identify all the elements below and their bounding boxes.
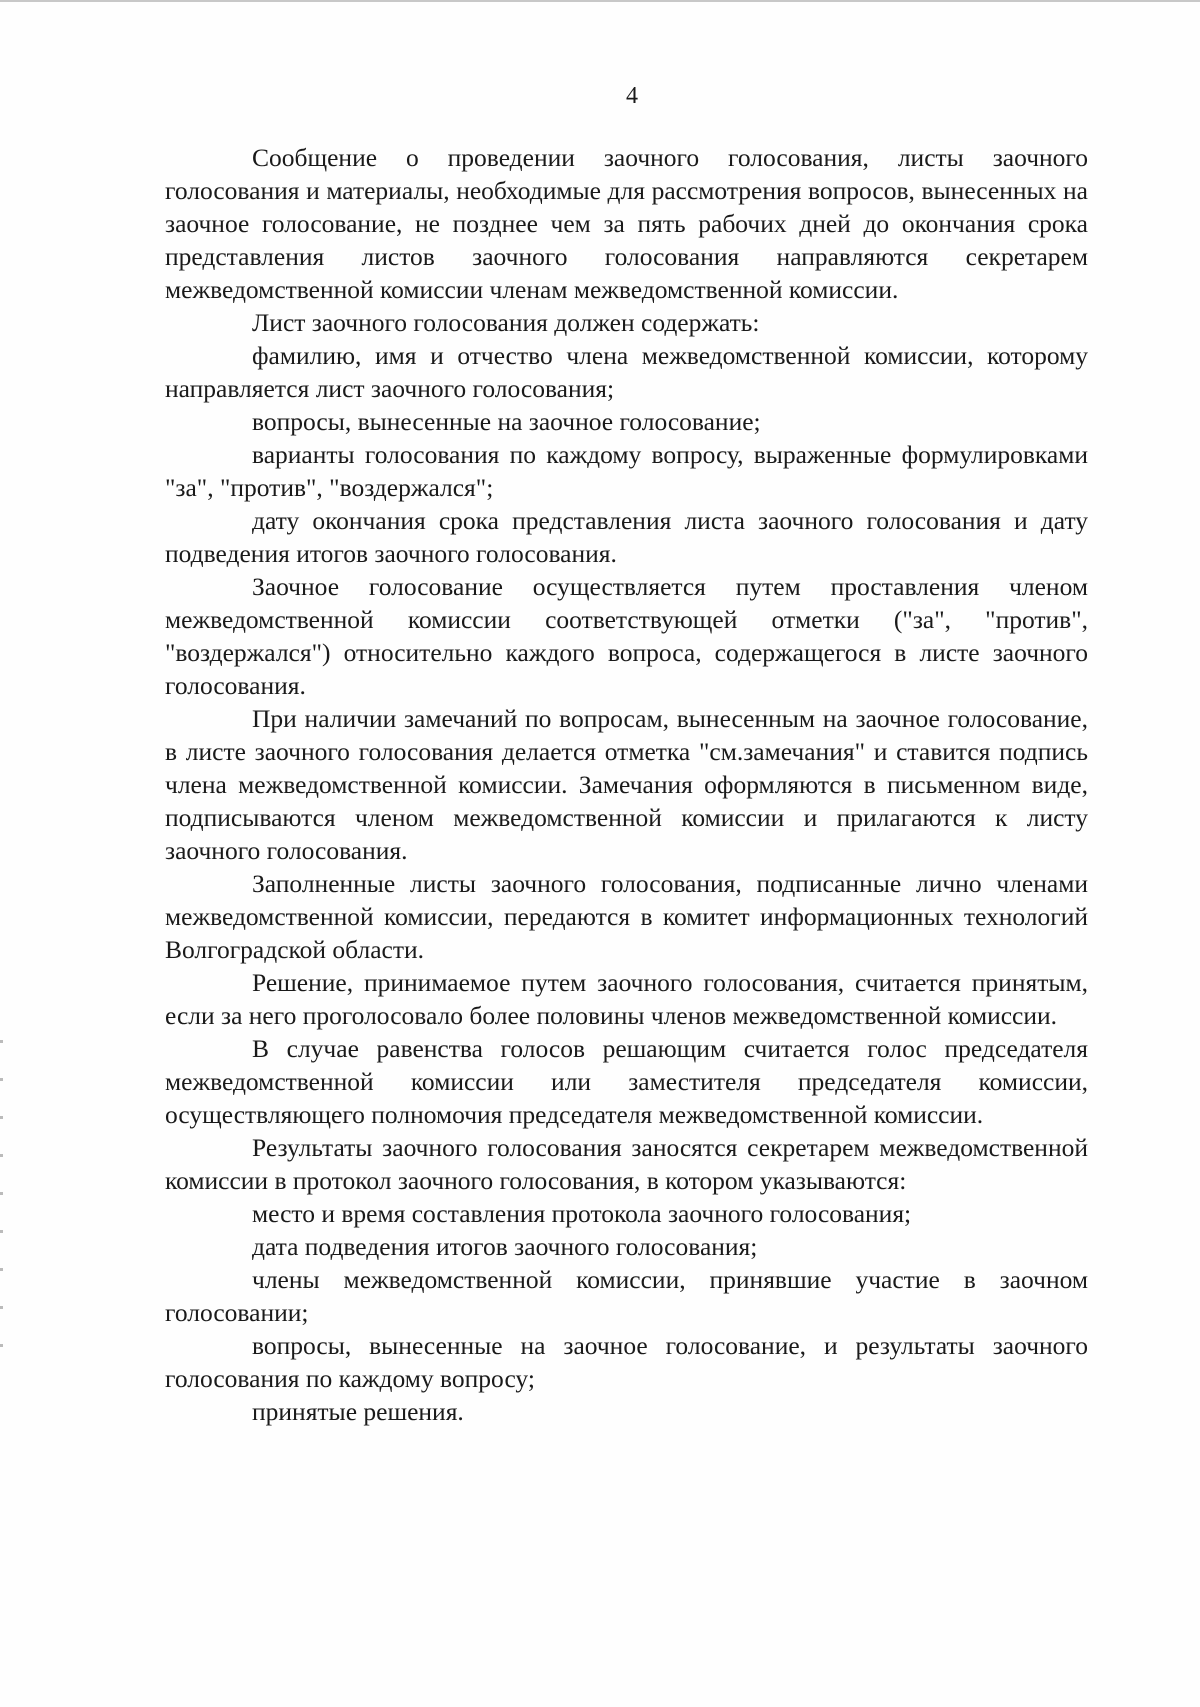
- paragraph-submission: Заполненные листы заочного голосования, подписанные лично членами межведомственной комиссии, передаются в комитет информационных технологий Волгоградской области.: [165, 869, 1088, 964]
- paragraph-decision: Решение, принимаемое путем заочного голосования, считается принятым, если за него проголосовало более половины членов межведомственной комиссии.: [165, 968, 1088, 1030]
- paragraph-ballot-contents: Лист заочного голосования должен содержать:: [252, 308, 760, 337]
- page-number: 4: [626, 83, 638, 109]
- paragraph-notice: Сообщение о проведении заочного голосования, листы заочного голосования и материалы, необходимые для рассмотрения вопросов, вынесенных на заочное голосование, не позднее чем за пять рабочих дней до окончания срока представления листов заочного голосования направляются секретарем межведомственной комиссии членам межведомственной комиссии.: [165, 143, 1088, 304]
- paragraph-protocol-date: дата подведения итогов заочного голосования;: [252, 1232, 758, 1261]
- paragraph-list-item-questions: вопросы, вынесенные на заочное голосование;: [252, 407, 761, 436]
- paragraph-list-item-options: варианты голосования по каждому вопросу, выраженные формулировками "за", "против", "воздержался";: [165, 440, 1088, 502]
- scan-edge-marks: [0, 1040, 3, 1380]
- paragraph-protocol-questions: вопросы, вынесенные на заочное голосование, и результаты заочного голосования по каждому вопросу;: [165, 1331, 1088, 1393]
- paragraph-tie: В случае равенства голосов решающим считается голос председателя межведомственной комиссии или заместителя председателя комиссии, осуществляющего полномочия председателя межведомственной комиссии.: [165, 1034, 1088, 1129]
- paragraph-remarks: При наличии замечаний по вопросам, вынесенным на заочное голосование, в листе заочного голосования делается отметка "см.замечания" и ставится подпись члена межведомственной комиссии. Замечания оформляются в письменном виде, подписываются членом межведомственной комиссии и прилагаются к листу заочного голосования.: [165, 704, 1088, 865]
- paragraph-list-item-dates: дату окончания срока представления листа заочного голосования и дату подведения итогов заочного голосования.: [165, 506, 1088, 568]
- paragraph-protocol-place-time: место и время составления протокола заочного голосования;: [252, 1199, 912, 1228]
- scan-edge-line: [0, 0, 1200, 2]
- paragraph-voting-procedure: Заочное голосование осуществляется путем проставления членом межведомственной комиссии соответствующей отметки ("за", "против", "воздержался") относительно каждого вопроса, содержащегося в листе заочного голосования.: [165, 572, 1088, 700]
- paragraph-list-item-name: фамилию, имя и отчество члена межведомственной комиссии, которому направляется лист заочного голосования;: [165, 341, 1088, 403]
- paragraph-results: Результаты заочного голосования заносятся секретарем межведомственной комиссии в протокол заочного голосования, в котором указываются:: [165, 1133, 1088, 1195]
- paragraph-protocol-decisions: принятые решения.: [252, 1397, 464, 1426]
- paragraph-protocol-members: члены межведомственной комиссии, принявшие участие в заочном голосовании;: [165, 1265, 1088, 1327]
- document-body: [165, 141, 1088, 1428]
